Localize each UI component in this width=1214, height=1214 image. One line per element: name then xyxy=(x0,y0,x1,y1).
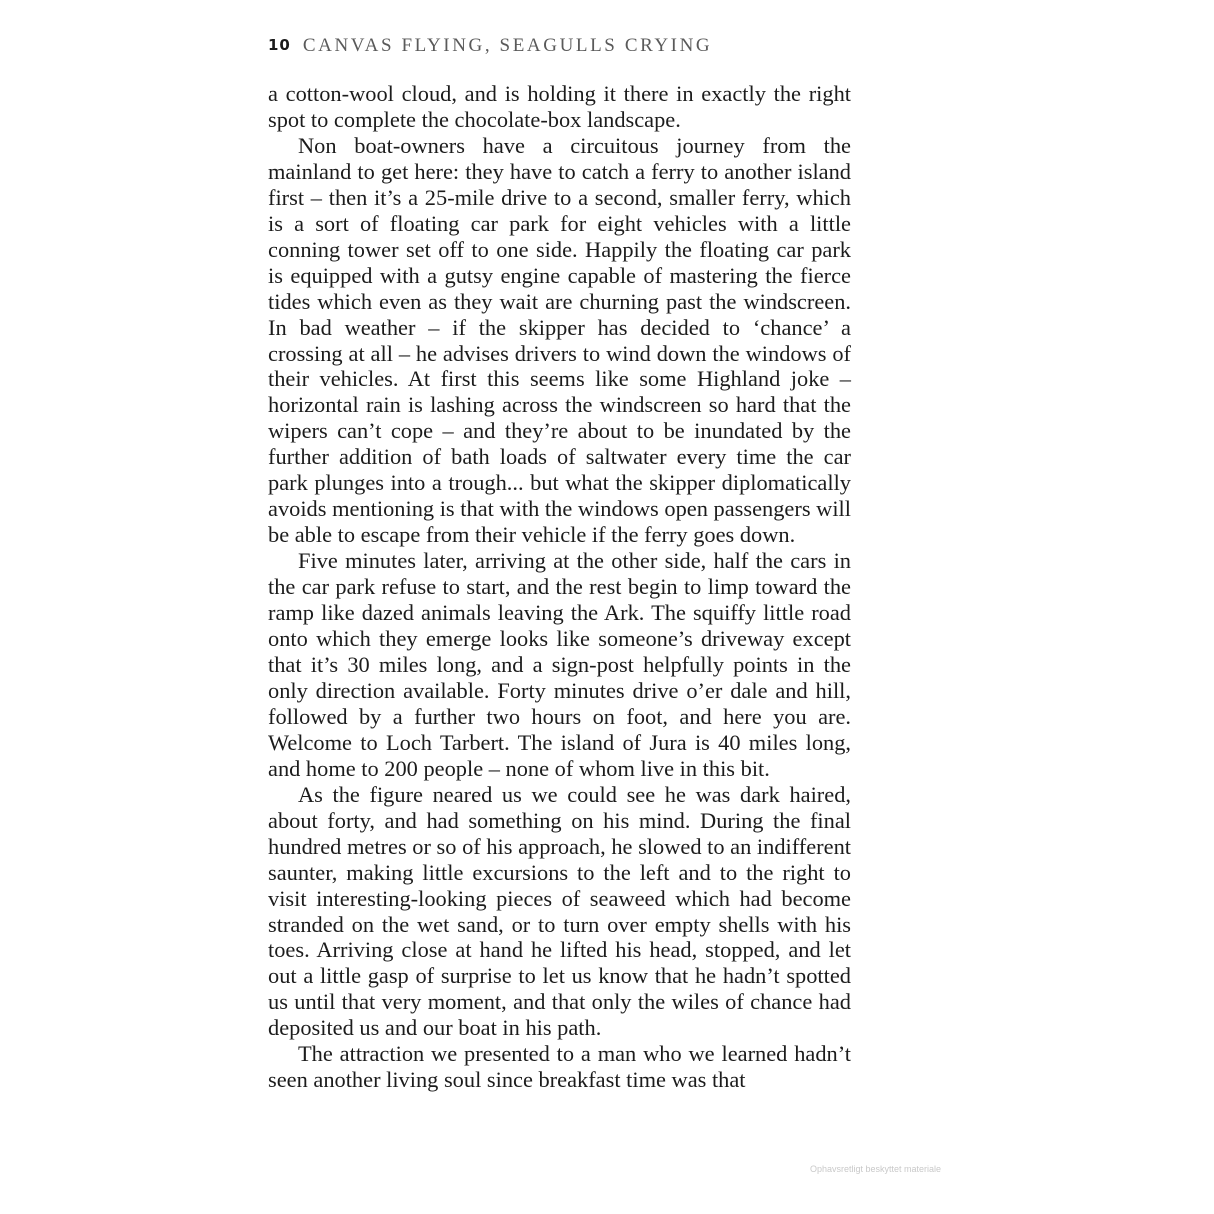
paragraph-continuation: a cotton-wool cloud, and is holding it there in exactly the right spot to complete the chocolate-box landscape. xyxy=(268,81,851,132)
page-number: 10 xyxy=(268,36,291,54)
book-title: CANVAS FLYING, SEAGULLS CRYING xyxy=(302,35,713,56)
paragraph-figure-approach: As the figure neared us we could see he was dark haired, about forty, and had something on his mind. During the final hundred metres or so of his approach, he slowed to an indifferent saunter, making little excursions to the left and to the right to visit interesting-looking pieces of seaweed which had become stranded on the wet sand, or to turn over empty shells with his toes. Arriving close at hand he lifted his head, stopped, and let out a little gasp of surprise to let us know that he hadn’t spotted us until that very moment, and that only the wiles of chance had deposited us and our boat in his path. xyxy=(268,781,851,1041)
running-head xyxy=(268,34,712,58)
paragraph-arrival: Five minutes later, arriving at the other side, half the cars in the car park refuse to start, and the rest begin to limp toward the ramp like dazed animals leaving the Ark. The squiffy little road onto which they emerge looks like someone’s driveway except that it’s 30 miles long, and a sign-post helpfully points in the only direction available. Forty minutes drive o’er dale and hill, followed by a further two hours on foot, and here you are. Welcome to Loch Tarbert. The island of Jura is 40 miles long, and home to 200 people – none of whom live in this bit. xyxy=(268,548,851,781)
paragraph-ferry-journey: Non boat-owners have a circuitous journey from the mainland to get here: they have to catch a ferry to another island first – then it’s a 25-mile drive to a second, smaller ferry, which is a sort of floating car park for eight vehicles with a little conning tower set off to one side. Happily the floating car park is equipped with a gutsy engine capable of mastering the fierce tides which even as they wait are churning past the windscreen. In bad weather – if the skipper has decided to ‘chance’ a crossing at all – he advises drivers to wind down the windows of their vehicles. At first this seems like some Highland joke – horizontal rain is lashing across the windscreen so hard that the wipers can’t cope – and they’re about to be inundated by the further addition of bath loads of saltwater every time the car park plunges into a trough... but what the skipper diplomatically avoids mentioning is that with the windows open passengers will be able to escape from their vehicle if the ferry goes down. xyxy=(268,132,851,548)
body-text xyxy=(268,81,851,1093)
copyright-watermark: Ophavsretligt beskyttet materiale xyxy=(810,1164,942,1174)
paragraph-attraction: The attraction we presented to a man who we learned hadn’t seen another living soul since breakfast time was that xyxy=(268,1041,851,1093)
